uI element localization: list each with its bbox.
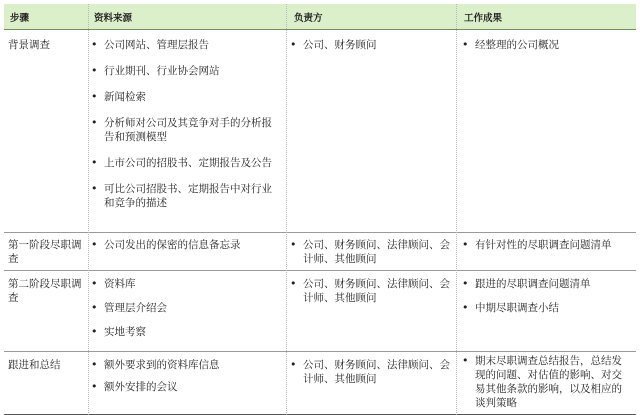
outcome-list (462, 38, 632, 52)
table-row (4, 30, 636, 233)
source-list (91, 277, 273, 339)
list-item: • 中期尽职调查小结 (462, 301, 632, 315)
header-source: 资料来源 (94, 13, 133, 24)
header-step: 步骤 (10, 13, 30, 24)
table-header (4, 4, 636, 30)
step-label: 跟进和总结 (8, 359, 61, 371)
list-item: • 资料库 (91, 277, 273, 291)
outcome-list (462, 238, 632, 252)
list-item: • 跟进的尽职调查问题清单 (462, 277, 632, 291)
list-item: • 公司、财务顾问 (290, 38, 450, 52)
source-list (91, 238, 273, 252)
list-item: • 可比公司招股书、定期报告中对行业和竞争的描述 (91, 182, 273, 210)
responsible-list (290, 238, 450, 266)
table-row (4, 233, 636, 271)
table-row (4, 352, 636, 415)
responsible-list (290, 38, 450, 52)
list-item: • 公司、财务顾问、法律顾问、会计师、其他顾问 (290, 358, 450, 386)
table-row (4, 271, 636, 352)
list-item: • 上市公司的招股书、定期报告及公告 (91, 156, 273, 170)
list-item: • 公司、财务顾问、法律顾问、会计师、其他顾问 (290, 238, 450, 266)
column-divider (286, 4, 287, 415)
step-label: 第一阶段尽职调查 (8, 239, 82, 265)
list-item: • 有针对性的尽职调查问题清单 (462, 238, 632, 252)
column-divider (88, 4, 89, 415)
responsible-list (290, 277, 450, 305)
list-item: • 额外安排的会议 (91, 380, 273, 394)
outcome-list (462, 277, 632, 315)
outcome-list (462, 354, 632, 410)
list-item: • 行业期刊、行业协会网站 (91, 64, 273, 78)
source-list (91, 38, 273, 210)
step-label: 背景调查 (8, 39, 50, 51)
header-responsible: 负责方 (294, 13, 323, 24)
step-label: 第二阶段尽职调查 (8, 278, 82, 304)
responsible-list (290, 358, 450, 386)
list-item: • 分析师对公司及其竞争对手的分析报告和预测模型 (91, 116, 273, 144)
source-list (91, 358, 273, 394)
list-item: • 公司、财务顾问、法律顾问、会计师、其他顾问 (290, 277, 450, 305)
header-outcome: 工作成果 (464, 13, 503, 24)
list-item: • 实地考察 (91, 325, 273, 339)
list-item: • 管理层介绍会 (91, 301, 273, 315)
list-item: • 新闻检索 (91, 90, 273, 104)
list-item: • 额外要求到的资料库信息 (91, 358, 273, 372)
column-divider (456, 4, 457, 415)
due-diligence-table (4, 4, 636, 415)
list-item: • 经整理的公司概况 (462, 38, 632, 52)
list-item: • 公司发出的保密的信息备忘录 (91, 238, 273, 252)
list-item: • 公司网站、管理层报告 (91, 38, 273, 52)
list-item: • 期末尽职调查总结报告，总结发现的问题、对估值的影响、对交易其他条款的影响，以及相应的谈判策略 (462, 354, 632, 410)
